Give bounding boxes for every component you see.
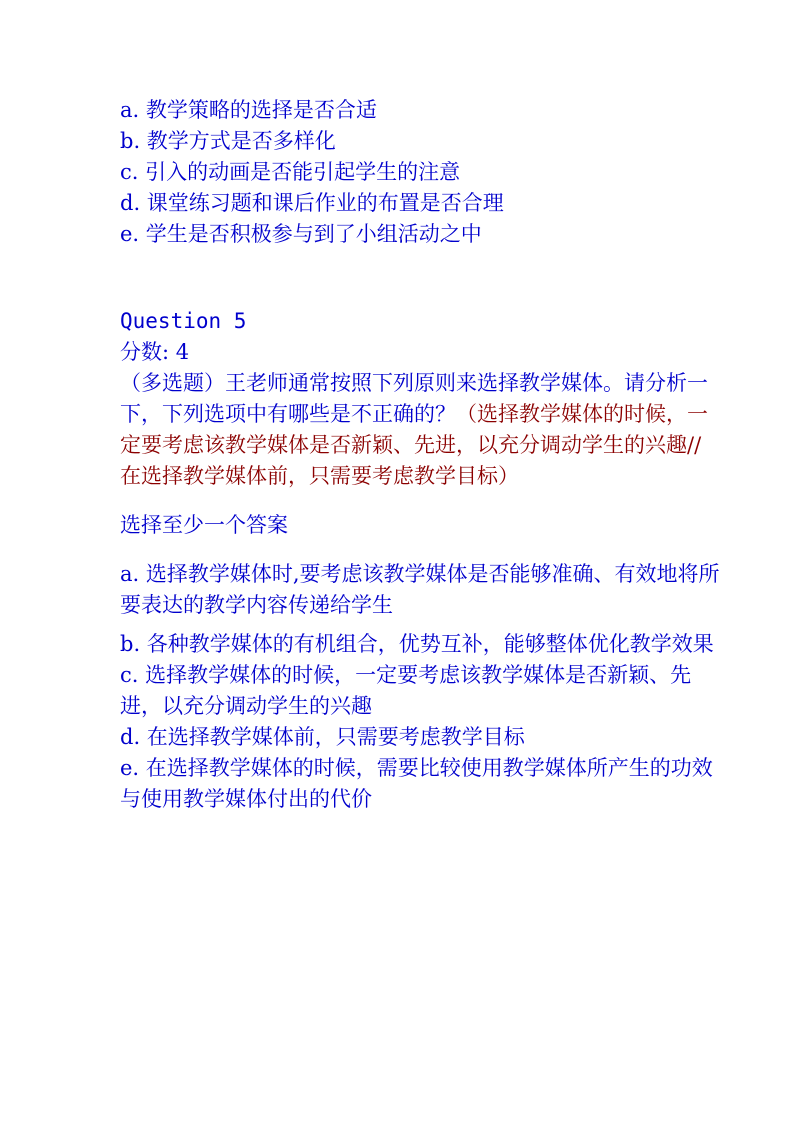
answer-option-d[interactable]: d. 在选择教学媒体前，只需要考虑教学目标	[120, 725, 525, 749]
spacer	[120, 621, 720, 629]
previous-options-list	[120, 95, 720, 250]
spacer	[120, 541, 720, 559]
question-block	[120, 306, 720, 815]
spacer	[120, 250, 720, 306]
spacer	[120, 492, 720, 510]
previous-option-e: e. 学生是否积极参与到了小组活动之中	[120, 222, 482, 246]
question-hint: （选择教学媒体的时候，一定要考虑该教学媒体是否新颖、先进，以充分调动学生的兴趣//在选择教学媒体前，只需要考虑教学目标）	[120, 402, 708, 488]
answer-option-c[interactable]: c. 选择教学媒体的时候，一定要考虑该教学媒体是否新颖、先进，以充分调动学生的兴趣	[120, 663, 692, 718]
previous-option-a: a. 教学策略的选择是否合适	[120, 98, 377, 122]
previous-option-b: b. 教学方式是否多样化	[120, 129, 336, 153]
question-title: Question 5	[120, 309, 247, 333]
question-stem-wrapper	[120, 368, 720, 492]
answer-option-b[interactable]: b. 各种教学媒体的有机组合，优势互补，能够整体优化教学效果	[120, 632, 714, 656]
previous-option-d: d. 课堂练习题和课后作业的布置是否合理	[120, 191, 504, 215]
question-stem: （多选题）王老师通常按照下列原则来选择教学媒体。请分析一下，下列选项中有哪些是不正确的？	[120, 371, 708, 426]
question-score: 分数: 4	[120, 340, 190, 364]
previous-option-c: c. 引入的动画是否能引起学生的注意	[120, 160, 461, 184]
answer-options-list	[120, 559, 720, 815]
answer-instruction: 选择至少一个答案	[120, 513, 288, 537]
answer-option-a[interactable]: a. 选择教学媒体时,要考虑该教学媒体是否能够准确、有效地将所要表达的教学内容传递给学生	[120, 562, 720, 617]
document-page	[120, 95, 720, 815]
answer-option-e[interactable]: e. 在选择教学媒体的时候，需要比较使用教学媒体所产生的功效与使用教学媒体付出的代价	[120, 756, 713, 811]
